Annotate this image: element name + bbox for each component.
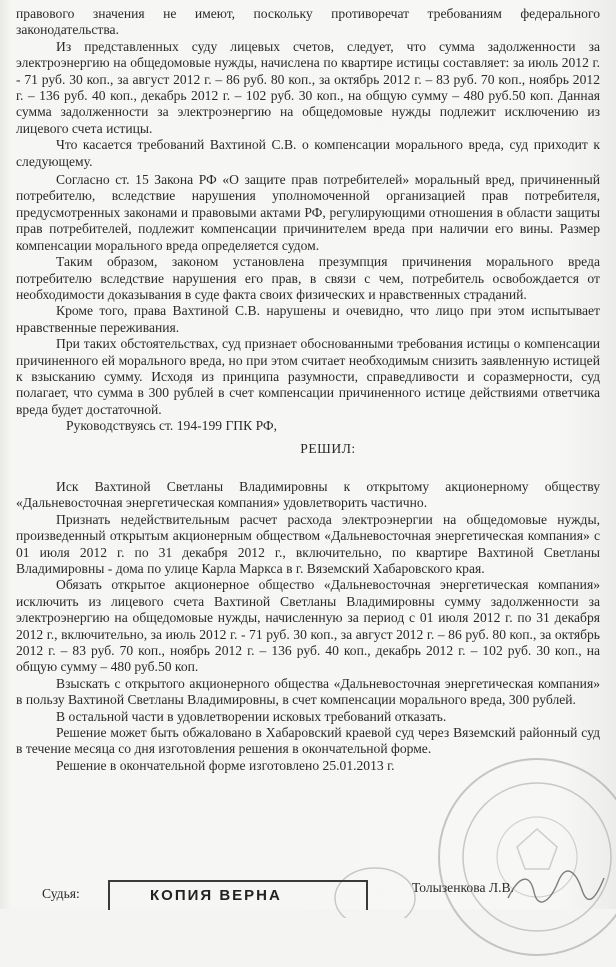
paragraph-presumption: Таким образом, законом установлена презумпция причинения морального вреда потребителю вследствие нарушения его прав, в связи с чем, потребитель освобождается от необходимости доказывания в суде факта своих физических и нравственных страданий. (16, 254, 600, 302)
decision-exclude-debt: Обязать открытое акционерное общество «Дальневосточная энергетическая компания» исключить из лицевого счета Вахтиной Светланы Владимировны сумму задолженности за электроэнергию на общедомовые нужды, начисленную за период с 01 июля 2012 г. по 31 декабря 2012 г., включительно, за июль 2012 г. - 71 руб. 30 коп., за август 2012 г. – 86 руб. 80 коп., за октябрь 2012 г. – 83 руб. 70 коп., ноябрь 2012 г. – 136 руб. 40 коп., декабрь 2012 г. – 102 руб. 30 коп., на общую сумму – 480 руб.50 коп. (16, 577, 600, 675)
paragraph-moral-damage-intro: Что касается требований Вахтиной С.В. о компенсации морального вреда, суд приходит к следующему. (16, 137, 600, 169)
document-body (16, 6, 600, 774)
decision-invalid-calculation: Признать недействительным расчет расхода электроэнергии на общедомовые нужды, произведенный открытым акционерным обществом «Дальневосточная энергетическая компания» с 01 июля 2012 г. по 31 декабря 2012 г., включительно, по квартире Вахтиной Светланы Владимировны - дома по улице Карла Маркса в г. Вяземский Хабаровского края. (16, 511, 600, 576)
judge-label: Судья: (42, 886, 80, 901)
decision-appeal: Решение может быть обжаловано в Хабаровский краевой суд через Вяземский районный суд в течение месяца со дня изготовления решения в окончательной форме. (16, 725, 600, 757)
guided-by-line: Руководствуясь ст. 194-199 ГПК РФ, (66, 418, 278, 434)
paragraph-continuation: правового значения не имеют, поскольку противоречат требованиям федерального законодательства. (16, 6, 600, 38)
paragraph-compensation-amount: При таких обстоятельствах, суд признает обоснованными требования истицы о компенсации причиненного ей морального вреда, но при этом считает необходимым снизить заявленную истицей к взысканию сумму. Исходя из принципа разумности, справедливости и соразмерности, суд полагает, что сумма в 300 рублей в счет компенсации причиненного истице действиями ответчика вреда будет достаточной. (16, 336, 600, 417)
handwritten-signature-image (500, 868, 610, 908)
court-round-stamp-image (432, 752, 616, 962)
decision-final-form-date: Решение в окончательной форме изготовлено 25.01.2013 г. (56, 757, 395, 773)
decision-rest-denied: В остальной части в удовлетворении исковых требований отказать. (56, 708, 447, 724)
paragraph-law-article-15: Согласно ст. 15 Закона РФ «О защите прав потребителей» моральный вред, причиненный потребителю, вследствие нарушения уполномоченной организацией прав потребителя, предусмотренных законами и правовыми актами РФ, регулирующими отношения в области защиты прав потребителей, подлежит компенсации причинителем вреда при наличии его вины. Размер компенсации морального вреда определяется судом. (16, 172, 600, 253)
copy-verified-stamp: КОПИЯ ВЕРНА (108, 880, 368, 910)
decision-claim-partially: Иск Вахтиной Светланы Владимировны к открытому акционерному обществу «Дальневосточная энергетическая компания» удовлетворить частично. (16, 478, 600, 511)
decision-recover-compensation: Взыскать с открытого акционерного общества «Дальневосточная энергетическая компания» в пользу Вахтиной Светланы Владимировны, в счет компенсации морального вреда, 300 рублей. (16, 675, 600, 708)
decision-heading: РЕШИЛ: (300, 440, 356, 456)
paragraph-rights-violated: Кроме того, права Вахтиной С.В. нарушены и очевидно, что лицо при этом испытывает нравственные переживания. (16, 303, 600, 335)
paragraph-debt: Из представленных суду лицевых счетов, следует, что сумма задолженности за электроэнергию на общедомовые нужды, начислена по квартире истицы составляет: за июль 2012 г. - 71 руб. 30 коп., за август 2012 г. – 86 руб. 80 коп., за октябрь 2012 г. – 83 руб. 70 коп., ноябрь 2012 г. – 136 руб. 40 коп., декабрь 2012 г. – 102 руб. 30 коп., на общую сумму – 480 руб.50 коп. Данная сумма задолженности за электроэнергию на общедомовые нужды подлежит исключению из лицевого счета истицы. (16, 38, 600, 136)
judge-name: Толызенкова Л.В. (412, 880, 514, 895)
